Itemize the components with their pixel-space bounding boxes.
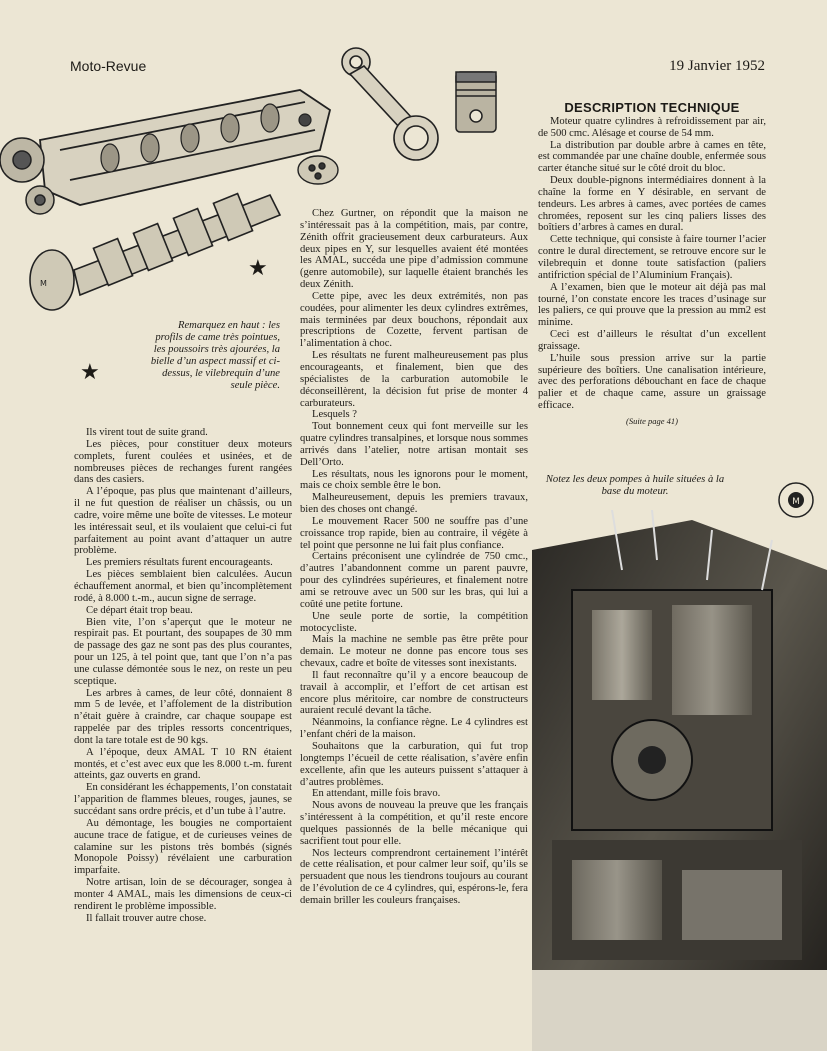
star-ornament-icon: ★ [80, 360, 100, 385]
paragraph: Mais la machine ne semble pas être prête pour demain. Le moteur ne donne pas encore tous ses chevaux, cadre et boîte de vitesses sont inexistants. [300, 634, 528, 670]
svg-text:M: M [40, 279, 47, 288]
paragraph: Deux double-pignons intermédiaires donnent à la chaîne la forme en Y désirable, en servant de tendeurs. Les arbres à cames, avec portées de cames chromées, reposent sur les cinq paliers lisses des boîtiers d’arbres à cames en dural. [538, 175, 766, 234]
paragraph: Néanmoins, la confiance règne. Le 4 cylindres est l’enfant chéri de la maison. [300, 717, 528, 741]
paragraph: Ils virent tout de suite grand. [86, 427, 208, 438]
continued-note: (Suite page 41) [626, 415, 678, 426]
paragraph: Les premiers résultats furent encourageants. [86, 557, 273, 569]
paragraph: Les pièces, pour constituer deux moteurs complets, furent coulées et usinées, et de nombreuses pièces de rechanges furent rangées dans des casiers. [74, 438, 292, 486]
paragraph: A l’époque, deux AMAL T 10 RN étaient montés, et c’est avec eux que les 8.000 t.-m. furent atteints, gaz ouverts en grand. [74, 746, 292, 782]
svg-text:M: M [792, 497, 800, 507]
paragraph: Le mouvement Racer 500 ne souffre pas d’une croissance trop rapide, bien au contraire, il végète à tel point que personne ne lui fait plus confiance. [300, 515, 528, 551]
issue-date: 19 Janvier 1952 [669, 58, 765, 74]
technical-description-box [538, 102, 766, 428]
paragraph: A l’examen, bien que le moteur ait déjà pas mal tourné, l’on constate encore les traces d’usinage sur les paliers, ce qui prouve que la pression au mm2 est minime. [538, 281, 766, 329]
paragraph: Les pièces semblaient bien calculées. Aucun échauffement anormal, et bien qu’incomplètement rodé, à 8.000 t.-m., aucun signe de serrage. [74, 569, 292, 604]
illustration-caption: Remarquez en haut : les profils de came très pointues, les poussoirs très ajourées, la bielle d’un aspect massif et ci-dessus, le vilebrequin d’une seule pièce. [150, 320, 280, 391]
paragraph: En considérant les échappements, l’on constatait l’apparition de flammes bleues, rouges, jaunes, se succédant sans ordre précis, et d’un tube à l’autre. [74, 782, 292, 817]
paragraph: Moteur quatre cylindres à refroidissement par air, de 500 cmc. Alésage et course de 54 mm. [538, 115, 766, 139]
paragraph: Les résultats ne furent malheureusement pas plus encourageants, et finalement, bien que des spécialistes de la carburation automobile le déconseillèrent, la décision fut prise de monter 4 carburateurs. [300, 350, 528, 409]
paragraph: Une seule porte de sortie, la compétition motocycliste. [300, 610, 528, 634]
magazine-name: Moto-Revue [70, 58, 147, 74]
photo-caption: Notez les deux pompes à huile situées à la base du moteur. [545, 474, 725, 497]
star-ornament-icon: ★ [248, 256, 268, 281]
paragraph: En attendant, mille fois bravo. [312, 788, 441, 800]
piston-drawing [456, 72, 496, 132]
paragraph: L’huile sous pression arrive sur la partie supérieure des boîtiers. Une canalisation intérieure, avec des perforations débouchant en face de chaque palier et de chaque came, assure un graissage efficace. [538, 352, 766, 412]
crankshaft-drawing [30, 194, 280, 310]
paragraph: Les arbres à cames, de leur côté, donnaient 8 mm 5 de levée, et l’affolement de la distribution n’était guère à craindre, car chaque soupape est rappelée par des triples ressorts concentriques, dont la tare totale est de 90 kgs. [74, 687, 292, 746]
paragraph: Lesquels ? [312, 409, 358, 421]
paragraph: Ce départ était trop beau. [86, 604, 193, 616]
paragraph: Certains préconisent une cylindrée de 750 cmc., d’autres l’abandonnent comme un parent pauvre, pour des cylindrées supérieures, et finalement notre ami se retrouve avec un 500 sur les bras, qui lui a coûté une petite fortune. [300, 551, 528, 610]
paragraph: Il fallait trouver autre chose. [86, 912, 207, 924]
paragraph: A l’époque, pas plus que maintenant d’ailleurs, il ne fut question de réaliser un châssis, ou un cadre, voire même une boîte de vitesses. Le moteur les intéressait seul, et ils voulaient que celui-ci fut parfaitement au point avant d’attaquer un autre problème. [74, 486, 292, 557]
article-column-2 [300, 208, 528, 907]
paragraph: La distribution par double arbre à cames en tête, est commandée par une chaîne double, enfermée sous carter étanche situé sur le côté droit du bloc. [538, 139, 766, 175]
section-title: DESCRIPTION TECHNIQUE [564, 100, 740, 115]
paragraph: Tout bonnement ceux qui font merveille sur les quatre cylindres transalpines, et lorsque nous sommes arrivés dans l’atelier, notre artisan montait ses Dell’Orto. [300, 421, 529, 468]
engine-photograph [532, 510, 827, 1051]
connecting-rod-drawing [342, 48, 438, 160]
paragraph: Au démontage, les bougies ne comportaient aucune trace de fatigue, et de curieuses veines de calamine sur les pistons très bombés (signés Monopole Poissy) révélaient une carburation imparfaite. [74, 817, 292, 877]
paragraph: Chez Gurtner, on répondit que la maison ne s’intéressait pas à la compétition, mais, par contre, Zénith offrit gracieusement deux carburateurs. Aux deux pipes en Y, sur lesquelles avaient été montées les AMAL, succéda une pipe d’admission commune (genre automobile), sur laquelle étaient branchés les deux Zénith. [300, 208, 528, 291]
article-column-1 [74, 427, 292, 924]
tappet-drawing [298, 156, 338, 184]
paragraph: Cette pipe, avec les deux extrémités, non pas coudées, pour alimenter les deux cylindres extrêmes, mais terminées par deux bouchons, répondait aux prescriptions de Cozette, fervent partisan de l’alimentation à choc. [300, 290, 528, 350]
paragraph: Ceci est d’ailleurs le résultat d’un excellent graissage. [538, 329, 766, 352]
paragraph: Nous avons de nouveau la preuve que les français s’intéressent à la compétition, et qu’il reste encore quelques passionnés de la belle mécanique qui sacrifient tout pour elle. [300, 800, 528, 847]
paragraph: Bien vite, l’on s’aperçut que le moteur ne respirait pas. Et pourtant, des soupapes de 30 mm de passage des gaz ne sont pas des plus courantes, pour un 125, à tel point que, tant que l’on n’a pas une culasse démontée sous le nez, on reste un peu sceptique. [74, 616, 292, 687]
paragraph: Il faut reconnaître qu’il y a encore beaucoup de travail à accomplir, et l’effort de cet artisan est encore plus méritoire, car nombre de constructeurs auraient reculé devant la tâche. [300, 669, 528, 717]
paragraph: Nos lecteurs comprendront certainement l’intérêt de cette réalisation, et pour calmer leur soif, qu’ils se persuadent que nous les tiendrons toujours au courant de l’évolution de ce 4 cylindres, qui, espérons-le, fera demain briller les couleurs françaises. [300, 847, 528, 906]
paragraph: Souhaitons que la carburation, qui fut trop longtemps l’écueil de cette réalisation, s’avère enfin excellente, afin que les auteurs puissent s’attaquer à d’autres problèmes. [300, 740, 528, 788]
paragraph: Malheureusement, depuis les premiers travaux, bien des choses ont changé. [300, 492, 528, 516]
paragraph: Cette technique, qui consiste à faire tourner l’acier contre le dural directement, se retrouve encore sur le vilebrequin et donne toute satisfaction (paliers antifriction spécial de l’Aluminium Français). [538, 234, 766, 281]
paragraph: Les résultats, nous les ignorons pour le moment, mais ce choix semble être le bon. [300, 468, 528, 492]
paragraph: Notre artisan, loin de se décourager, songea à monter 4 AMAL, mais les dimensions de ceux-ci rendirent le problème impossible. [74, 877, 292, 912]
